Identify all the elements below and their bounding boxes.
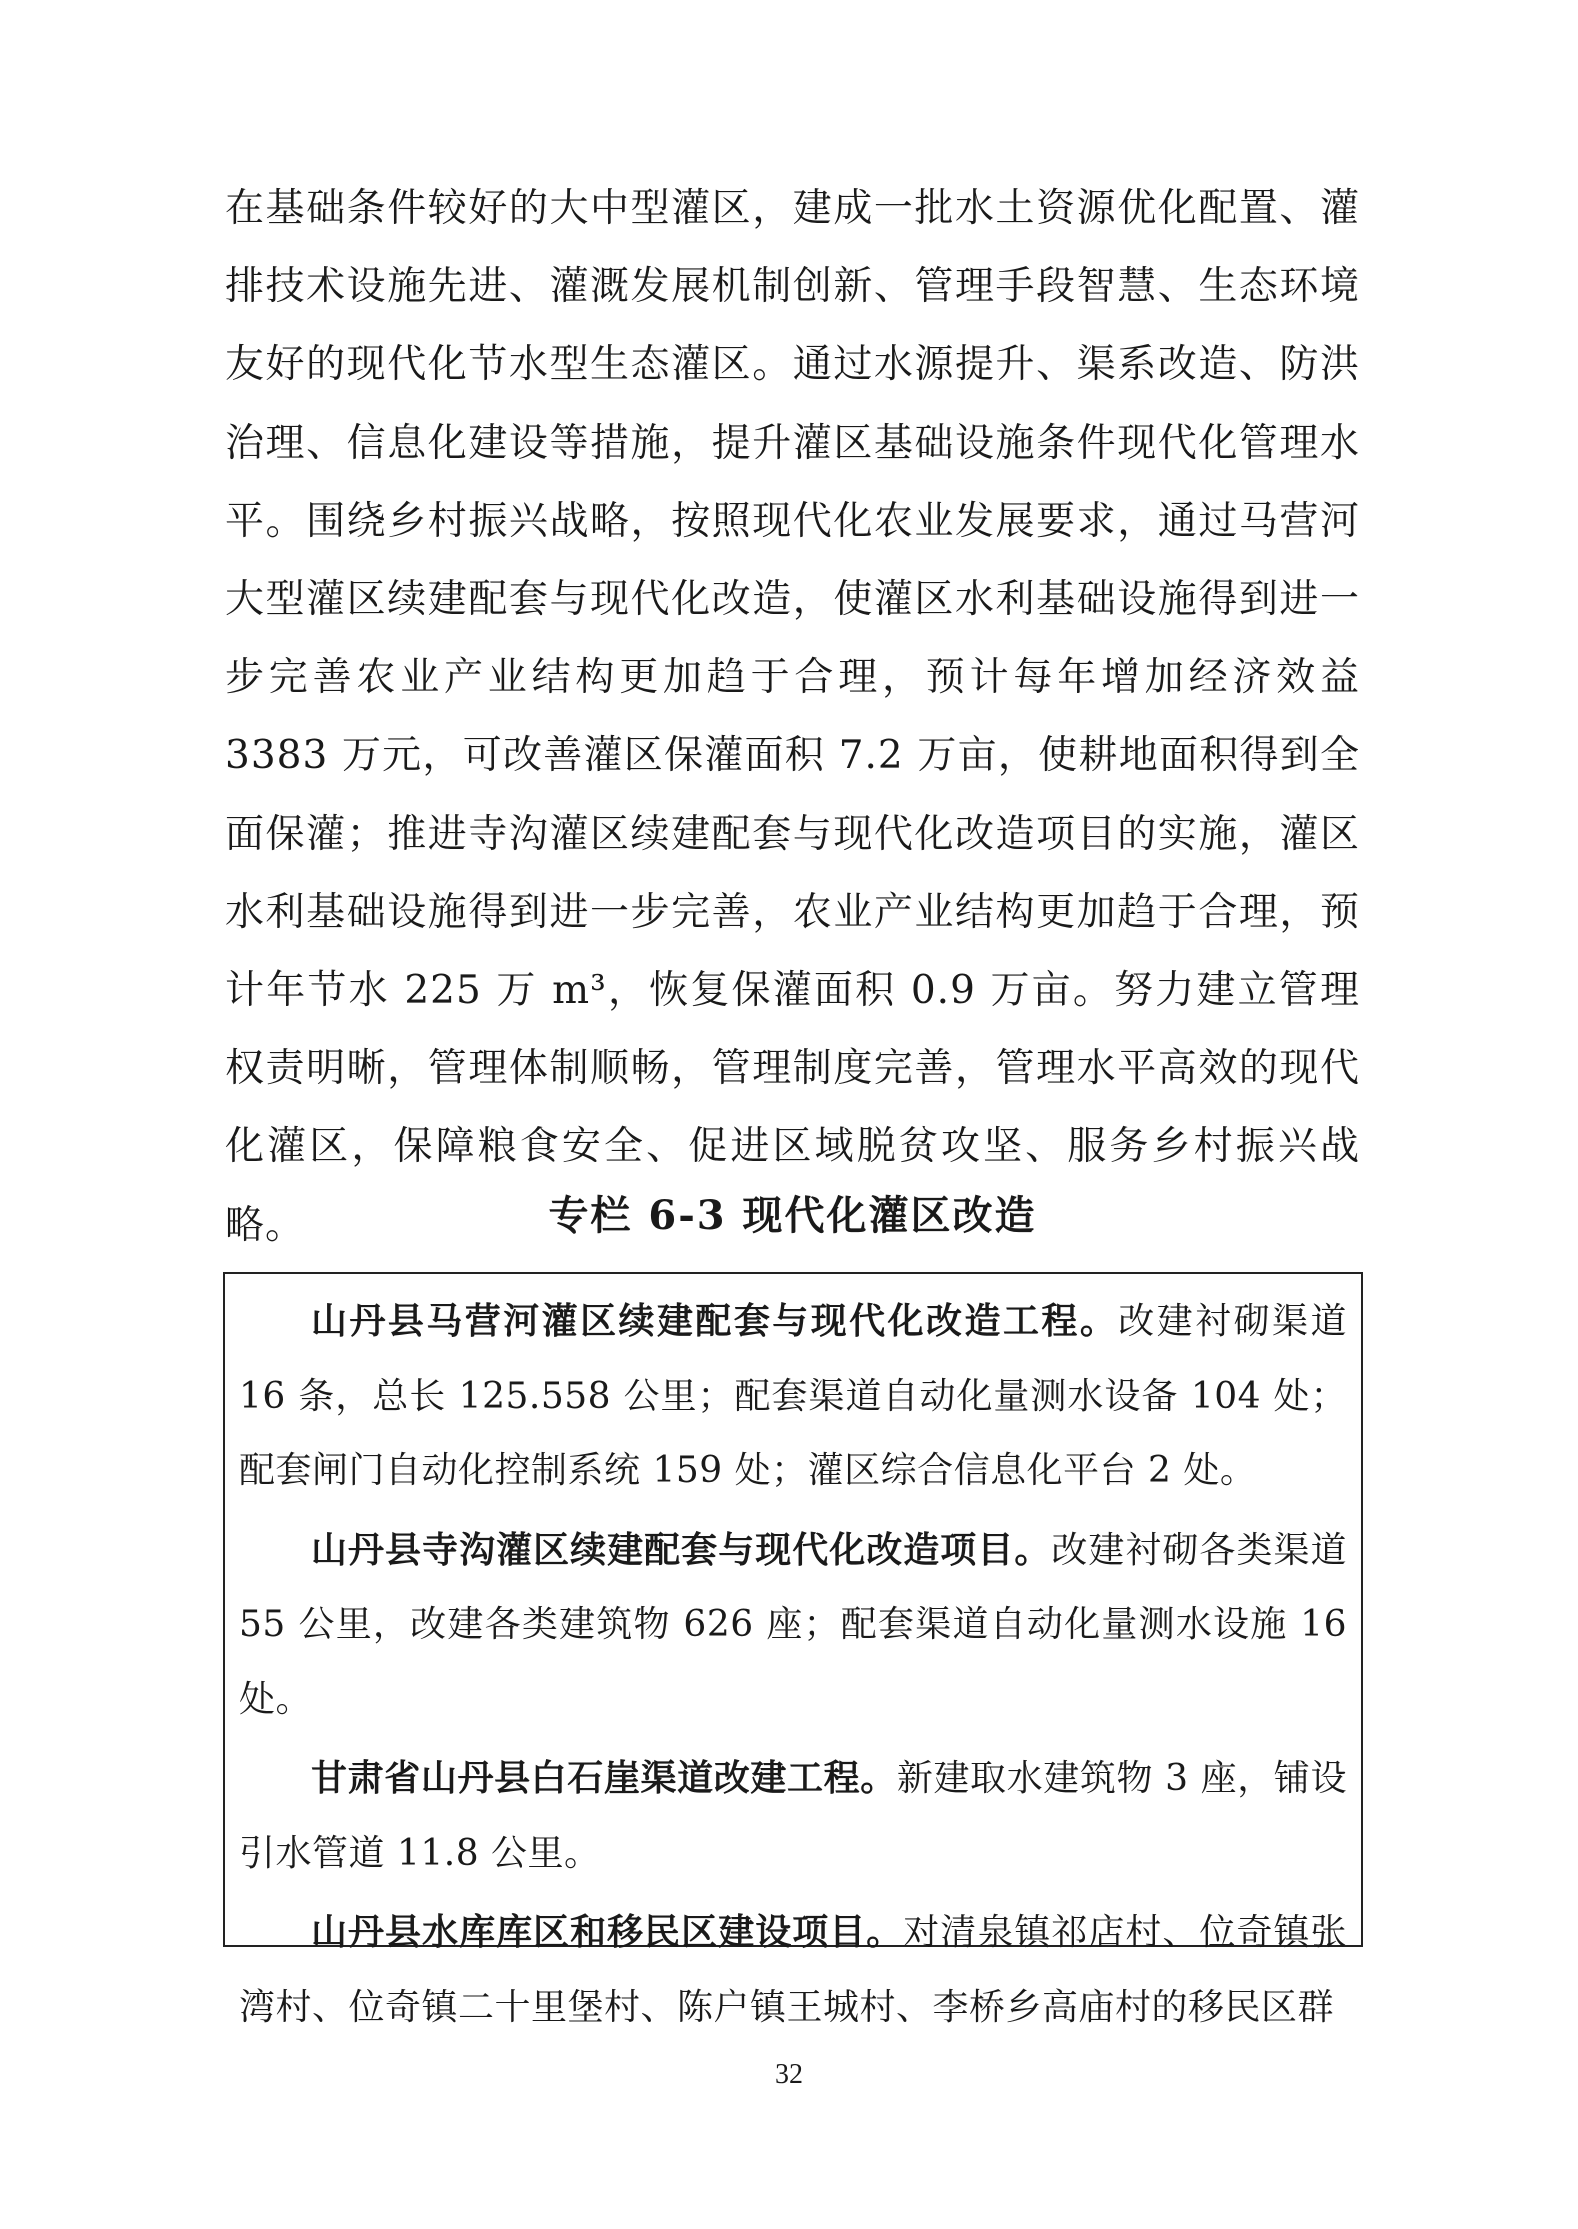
project-name: 山丹县马营河灌区续建配套与现代化改造工程。 [311,1300,1119,1342]
project-description: 改建衬砌渠道 16 条，总长 125.558 公里；配套渠道自动化量测水设备 104 处；配套闸门自动化控制系统 159 处；灌区综合信息化平台 2 处。 [239,1301,1347,1491]
page-number: 32 [775,2059,803,2090]
box-title: 专栏 6-3 现代化灌区改造 [548,1192,1037,1239]
project-item [239,1284,1347,1509]
project-name: 山丹县寺沟灌区续建配套与现代化改造项目。 [311,1528,1052,1571]
project-description: 改建衬砌各类渠道 55 公里，改建各类建筑物 626 座；配套渠道自动化量测水设施 16 处。 [239,1529,1347,1720]
project-description: 新建取水建筑物 3 座，铺设引水管道 11.8 公里。 [239,1758,1347,1874]
project-item [239,1895,1347,2045]
project-item [239,1741,1347,1891]
project-description: 对清泉镇祁店村、位奇镇张湾村、位奇镇二十里堡村、陈户镇王城村、李桥乡高庙村的移民区群 [239,1912,1347,2028]
column-box [223,1272,1363,2028]
body-paragraph: 在基础条件较好的大中型灌区，建成一批水土资源优化配置、灌排技术设施先进、灌溉发展机制创新、管理手段智慧、生态环境友好的现代化节水型生态灌区。通过水源提升、渠系改造、防洪治理、信息化建设等措施，提升灌区基础设施条件现代化管理水平。围绕乡村振兴战略，按照现代化农业发展要求，通过马营河大型灌区续建配套与现代化改造，使灌区水利基础设施得到进一步完善农业产业结构更加趋于合理，预计每年增加经济效益 3383 万元，可改善灌区保灌面积 7.2 万亩，使耕地面积得到全面保灌；推进寺沟灌区续建配套与现代化改造项目的实施，灌区水利基础设施得到进一步完善，农业产业结构更加趋于合理，预计年节水 225 万 m³，恢复保灌面积 0.9 万亩。努力建立管理权责明晰，管理体制顺畅，管理制度完善，管理水平高效的现代化灌区，保障粮食安全、促进区域脱贫攻坚、服务乡村振兴战略。 [225,186,1360,1248]
project-name: 甘肃省山丹县白石崖渠道改建工程。 [311,1757,897,1799]
project-item [239,1513,1347,1738]
project-name: 山丹县水库库区和移民区建设项目。 [311,1911,904,1953]
